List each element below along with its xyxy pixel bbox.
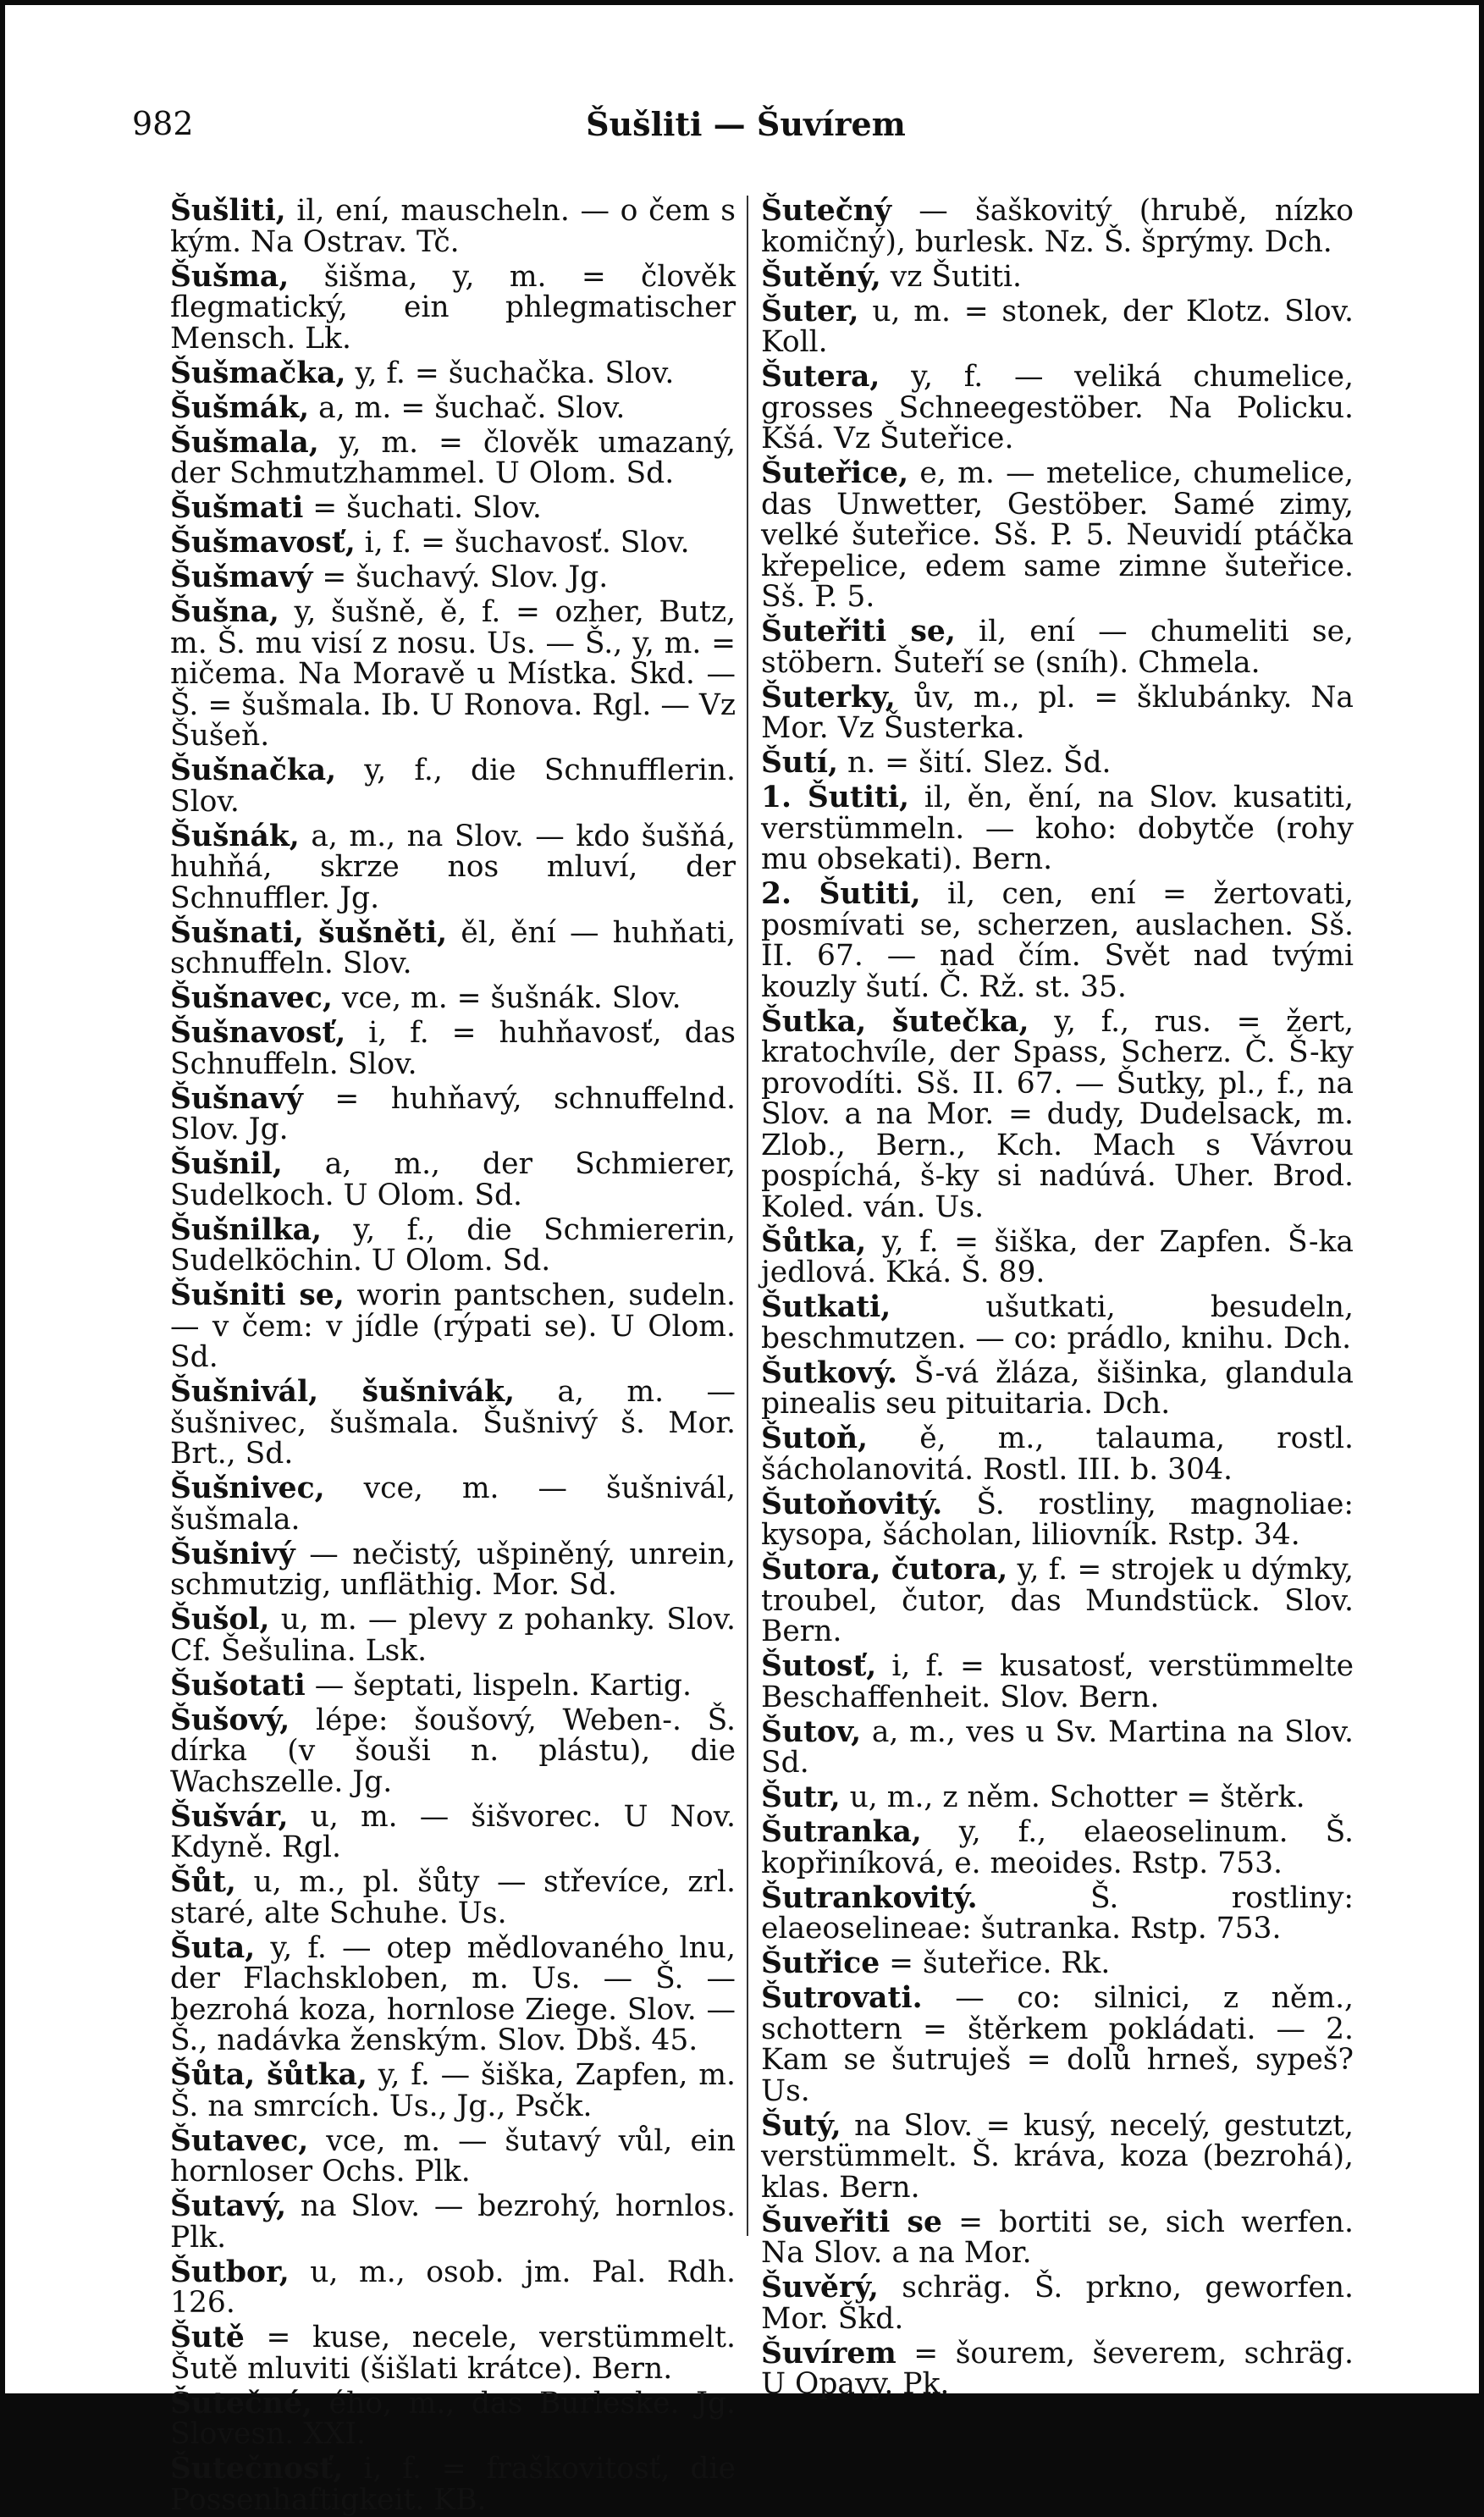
dictionary-entry bbox=[170, 2060, 736, 2122]
headword: Šušna, bbox=[170, 595, 279, 629]
headword: Šutosť, bbox=[761, 1649, 877, 1683]
dictionary-page bbox=[5, 5, 1479, 2517]
dictionary-entry bbox=[170, 1081, 736, 1146]
dictionary-entry bbox=[170, 2257, 736, 2319]
headword: Šušma, bbox=[170, 259, 290, 294]
headword: Šušnák, bbox=[170, 819, 300, 853]
headword: Šušnil, bbox=[170, 1147, 283, 1181]
headword: Šušnati, šušněti, bbox=[170, 915, 448, 950]
dictionary-entry bbox=[170, 2123, 736, 2189]
entry-text: a, m. = šuchač. Slov. bbox=[309, 390, 626, 425]
dictionary-entry bbox=[170, 597, 736, 752]
entry-text: lépe: šoušový, Weben-. Š. dírka (v šouši n. plástu), die Wachszelle. Jg. bbox=[170, 1703, 736, 1799]
dictionary-entry bbox=[170, 821, 736, 914]
entry-text: a, m., der Schmierer, Sudelkoch. U Olom. Sd. bbox=[170, 1147, 736, 1212]
entry-text: y, f. — šiška, Zapfen, m. Š. na smrcích. Us., Jg., Psčk. bbox=[170, 2058, 736, 2123]
dictionary-entry bbox=[170, 1377, 736, 1470]
entry-text: a, m. — šušnivec, šušmala. Šušnivý š. Mor. Brt., Sd. bbox=[170, 1375, 736, 1471]
dictionary-entry bbox=[170, 562, 736, 593]
headword: Šutkový. bbox=[761, 1355, 897, 1390]
headword: Šuteřice, bbox=[761, 456, 909, 490]
right-column bbox=[761, 194, 1354, 2401]
entry-text: y, f., elaeoselinum. Š. kopřiníková, e. meoides. Rstp. 753. bbox=[761, 1815, 1354, 1880]
dictionary-entry bbox=[761, 1651, 1354, 1713]
headword: Šutavý, bbox=[170, 2189, 287, 2223]
entry-text: na Slov. = kusý, necelý, gestutzt, verstümmelt. Š. kráva, koza (bezrohá), klas. Bern. bbox=[761, 2108, 1354, 2205]
entry-text: ěl, ění — huhňati, schnuffeln. Slov. bbox=[170, 915, 736, 980]
headword: Šutbor, bbox=[170, 2255, 290, 2289]
headword: Šušnavý bbox=[170, 1081, 303, 1116]
headword: Šuta, bbox=[170, 1930, 256, 1965]
dictionary-entry bbox=[761, 1355, 1354, 1421]
entry-text: = šuchavý. Slov. Jg. bbox=[312, 560, 609, 594]
entry-text: y, f. — otep mědlovaného lnu, der Flachskloben, m. Us. — Š. — bezrohá koza, hornlose Ziege. Slov. — Š., nadávka ženským. Slov. Dbš. 45. bbox=[170, 1930, 736, 2057]
dictionary-entry bbox=[761, 196, 1354, 257]
entry-text: schräg. Š. prkno, geworfen. Mor. Škd. bbox=[761, 2271, 1354, 2336]
headword: 2. Šutiti, bbox=[761, 877, 921, 911]
dictionary-entry bbox=[761, 1224, 1354, 1289]
headword: Šutečnosť, bbox=[170, 2452, 344, 2486]
headword: Šutěný, bbox=[761, 259, 881, 294]
entry-text: i, f. = šuchavosť. Slov. bbox=[355, 526, 690, 560]
entry-text: a, m., na Slov. — kdo šušňá, huhňá, skrze nos mluví, der Schnuffler. Jg. bbox=[170, 819, 736, 915]
dictionary-entry bbox=[170, 390, 736, 425]
dictionary-entry bbox=[761, 1423, 1354, 1485]
entry-text: = šuteřice. Rk. bbox=[880, 1946, 1111, 1980]
headword: Šutřice bbox=[761, 1946, 880, 1980]
entry-text: u, m., z něm. Schotter = štěrk. bbox=[840, 1780, 1305, 1814]
entry-text: = kuse, necele, verstümmelt. Šutě mluviti (šišlati krátce). Bern. bbox=[170, 2321, 736, 2386]
entry-text: u, m. — šišvorec. U Nov. Kdyně. Rgl. bbox=[170, 1799, 736, 1864]
entry-text: ův, m., pl. = šklubánky. Na Mor. Vz Šusterka. bbox=[761, 680, 1354, 745]
dictionary-entry bbox=[761, 879, 1354, 1002]
dictionary-entry bbox=[761, 1817, 1354, 1879]
dictionary-entry bbox=[170, 1604, 736, 1666]
entry-text: u, m. = stonek, der Klotz. Slov. Koll. bbox=[761, 294, 1354, 359]
column-divider bbox=[747, 196, 748, 2236]
entry-text: il, ení — chumeliti se, stöbern. Šuteří se (sníh). Chmela. bbox=[761, 615, 1354, 680]
headword: Šutora, čutora, bbox=[761, 1553, 1008, 1587]
entry-text: vz Šutiti. bbox=[880, 259, 1022, 294]
headword: Šušnačka, bbox=[170, 753, 337, 787]
dictionary-entry bbox=[761, 682, 1354, 744]
dictionary-entry bbox=[761, 1489, 1354, 1551]
entry-text: e, m. — metelice, chumelice, das Unwetter, Gestöber. Samé zimy, velké šuteřice. Sš. P. 5. Neuvidí ptáčka křepelice, edem same zimne šuteřice. Sš. P. 5. bbox=[761, 456, 1354, 614]
headword: Šutka, šutečka, bbox=[761, 1004, 1029, 1039]
dictionary-entry bbox=[170, 1473, 736, 1535]
headword: Šušmavý bbox=[170, 560, 313, 594]
entry-text: vce, m. — šutavý vůl, ein hornloser Ochs. Plk. bbox=[170, 2123, 736, 2189]
entry-text: u, m., osob. jm. Pal. Rdh. 126. bbox=[170, 2255, 736, 2320]
entry-text: i, f. = huhňavosť, das Schnuffeln. Slov. bbox=[170, 1016, 736, 1081]
entry-text: n. = šití. Slez. Šd. bbox=[838, 746, 1112, 780]
entry-text: y, f., die Schnufflerin. Slov. bbox=[170, 753, 736, 819]
headword: Šutý, bbox=[761, 2108, 841, 2143]
headword: Šuteřiti se, bbox=[761, 615, 956, 649]
dictionary-entry bbox=[170, 1212, 736, 1278]
headword: Šuvěrý, bbox=[761, 2271, 879, 2304]
headword: Šutrovati. bbox=[761, 1981, 923, 2015]
dictionary-entry bbox=[761, 259, 1354, 294]
dictionary-entry bbox=[761, 1880, 1354, 1946]
headword: Šušmačka, bbox=[170, 356, 346, 390]
headword: Šutečné, bbox=[170, 2386, 312, 2420]
headword: Šušmati bbox=[170, 491, 304, 525]
headword: Šutkati, bbox=[761, 1290, 891, 1324]
entry-text: il, cen, ení = žertovati, posmívati se, scherzen, auslachen. Sš. II. 67. — nad čím. Svět nad tvými kouzly šutí. Č. Rž. st. 35. bbox=[761, 877, 1354, 1004]
entry-text: — šeptati, lispeln. Kartig. bbox=[305, 1668, 692, 1703]
headword: Šutí, bbox=[761, 746, 839, 780]
headword: Šušol, bbox=[170, 1603, 270, 1637]
entry-text: Š-vá žláza, šišinka, glandula pinealis seu pituitaria. Dch. bbox=[761, 1355, 1354, 1421]
headword: Šůta, šůtka, bbox=[170, 2058, 367, 2092]
headword: Šušvár, bbox=[170, 1799, 289, 1834]
entry-text: — šaškovitý (hrubě, nízko komičný), burlesk. Nz. Š. šprýmy. Dch. bbox=[761, 194, 1354, 259]
headword: Šutě bbox=[170, 2321, 245, 2354]
entry-text: vce, m. — šušnivál, šušmala. bbox=[170, 1471, 736, 1537]
headword: Šušnivál, šušnivák, bbox=[170, 1375, 516, 1409]
entry-text: šišma, y, m. = člověk flegmatický, ein phlegmatischer Mensch. Lk. bbox=[170, 259, 736, 356]
entry-text: = šuchati. Slov. bbox=[303, 491, 542, 525]
headword: Šušmavosť, bbox=[170, 526, 356, 560]
headword: Šutečný bbox=[761, 194, 892, 228]
dictionary-entry bbox=[761, 1292, 1354, 1354]
left-column bbox=[170, 194, 736, 2517]
dictionary-entry bbox=[170, 1930, 736, 2057]
entry-text: vce, m. = šušnák. Slov. bbox=[332, 981, 681, 1015]
dictionary-entry bbox=[170, 259, 736, 356]
headword: Šušmák, bbox=[170, 390, 310, 425]
entry-text: Š. rostliny, magnoliae: kysopa, šácholan, liliovník. Rstp. 34. bbox=[761, 1487, 1354, 1552]
dictionary-entry bbox=[170, 1149, 736, 1211]
dictionary-entry bbox=[761, 296, 1354, 358]
dictionary-entry bbox=[170, 983, 736, 1014]
headword: Šutoň, bbox=[761, 1421, 869, 1455]
dictionary-entry bbox=[761, 616, 1354, 678]
dictionary-entry bbox=[761, 1004, 1354, 1224]
entry-text: y, šušně, ě, f. = ozher, Butz, m. Š. mu visí z nosu. Us. — Š., y, m. = ničema. Na Moravě u Místka. Skd. — Š. = šušmala. Ib. U Ronova. Rgl. — Vz Šušeň. bbox=[170, 595, 736, 753]
headword: Šůtka, bbox=[761, 1224, 867, 1259]
entry-text: worin pantschen, sudeln. — v čem: v jídle (rýpati se). U Olom. Sd. bbox=[170, 1278, 736, 1374]
dictionary-entry bbox=[170, 425, 736, 490]
dictionary-entry bbox=[170, 1018, 736, 1079]
dictionary-entry bbox=[761, 1948, 1354, 1979]
dictionary-entry bbox=[170, 1705, 736, 1798]
headword: Šutoňovitý. bbox=[761, 1487, 943, 1521]
headword: Šušmala, bbox=[170, 425, 319, 460]
dictionary-entry bbox=[170, 358, 736, 389]
headword: Šutrankovitý. bbox=[761, 1880, 978, 1915]
headword: Šuter, bbox=[761, 294, 859, 328]
dictionary-entry bbox=[170, 2191, 736, 2253]
dictionary-entry bbox=[761, 2108, 1354, 2205]
dictionary-entry bbox=[761, 458, 1354, 613]
dictionary-entry bbox=[170, 527, 736, 559]
dictionary-entry bbox=[170, 2454, 736, 2515]
headword: Šušnivý bbox=[170, 1537, 295, 1571]
dictionary-entry bbox=[170, 1539, 736, 1601]
entry-text: il, ení, mauscheln. — o čem s kým. Na Ostrav. Tč. bbox=[170, 194, 736, 259]
headword: Šuterky, bbox=[761, 680, 896, 715]
dictionary-entry bbox=[761, 748, 1354, 779]
dictionary-entry bbox=[761, 2207, 1354, 2269]
entry-text: ě, m., talauma, rostl. šácholanovitá. Rostl. III. b. 304. bbox=[761, 1421, 1354, 1487]
dictionary-entry bbox=[170, 1280, 736, 1373]
headword: 1. Šutiti, bbox=[761, 781, 909, 814]
dictionary-entry bbox=[170, 2322, 736, 2384]
dictionary-entry bbox=[170, 493, 736, 524]
entry-text: = šourem, ševerem, schräg. U Opavy. Pk. bbox=[761, 2336, 1354, 2401]
entry-text: y, f. = strojek u dýmky, troubel, čutor, das Mundstück. Slov. Bern. bbox=[761, 1553, 1354, 1648]
headword: Šušliti, bbox=[170, 194, 286, 228]
running-head: Šušliti — Šuvírem bbox=[586, 105, 906, 143]
dictionary-entry bbox=[761, 1983, 1354, 2106]
headword: Šušnivec, bbox=[170, 1471, 325, 1505]
dictionary-entry bbox=[761, 1554, 1354, 1648]
headword: Šušnavosť, bbox=[170, 1016, 346, 1050]
entry-text: y, f., die Schmiererin, Sudelköchin. U Olom. Sd. bbox=[170, 1212, 736, 1278]
headword: Šušnavec, bbox=[170, 981, 333, 1015]
headword: Šutr, bbox=[761, 1780, 841, 1814]
headword: Šuvírem bbox=[761, 2336, 896, 2371]
entry-text: u, m., pl. šůty — střevíce, zrl. staré, alte Schuhe. Us. bbox=[170, 1865, 736, 1930]
entry-text: = huhňavý, schnuffelnd. Slov. Jg. bbox=[170, 1081, 736, 1146]
headword: Šutranka, bbox=[761, 1815, 922, 1849]
entry-text: i, f. = kusatosť, verstümmelte Beschaffenheit. Slov. Bern. bbox=[761, 1649, 1354, 1714]
headword: Šůt, bbox=[170, 1865, 236, 1899]
entry-text: i, f. = fraškovitosť, die Possenhaftigkeit. KB. bbox=[170, 2452, 736, 2517]
dictionary-entry bbox=[761, 1714, 1354, 1780]
dictionary-entry bbox=[170, 1867, 736, 1929]
headword: Šuveřiti se bbox=[761, 2205, 942, 2239]
dictionary-entry bbox=[170, 915, 736, 980]
entry-text: — nečistý, ušpiněný, unrein, schmutzig, unfläthig. Mor. Sd. bbox=[170, 1537, 736, 1602]
headword: Šušotati bbox=[170, 1668, 306, 1703]
entry-text: Š. rostliny: elaeoselineae: šutranka. Rstp. 753. bbox=[761, 1880, 1354, 1946]
entry-text: u, m. — plevy z pohanky. Slov. Cf. Šešulina. Lsk. bbox=[170, 1603, 736, 1668]
page-number: 982 bbox=[132, 105, 194, 142]
entry-text: il, ěn, ění, na Slov. kusatiti, verstümmeln. — koho: dobytče (rohy mu obsekati). Bern. bbox=[761, 781, 1354, 876]
headword: Šušniti se, bbox=[170, 1278, 345, 1312]
dictionary-entry bbox=[761, 1782, 1354, 1813]
dictionary-entry bbox=[170, 755, 736, 817]
entry-text: y, f. = šiška, der Zapfen. Š-ka jedlová. Kká. Š. 89. bbox=[761, 1224, 1354, 1289]
page-header bbox=[132, 105, 1360, 156]
entry-text: ého, m., das Burleske. Jg. Slovesn. XXI. bbox=[170, 2386, 736, 2451]
headword: Šutov, bbox=[761, 1714, 862, 1749]
dictionary-entry bbox=[761, 2272, 1354, 2334]
headword: Šušnilka, bbox=[170, 1212, 322, 1247]
entry-text: a, m., ves u Sv. Martina na Slov. Sd. bbox=[761, 1714, 1354, 1780]
headword: Šutera, bbox=[761, 360, 880, 394]
dictionary-entry bbox=[170, 196, 736, 257]
dictionary-entry bbox=[170, 1670, 736, 1702]
dictionary-entry bbox=[761, 2338, 1354, 2400]
entry-text: y, f. — veliká chumelice, grosses Schneegestöber. Na Policku. Kšá. Vz Šuteřice. bbox=[761, 360, 1354, 455]
entry-text: ušutkati, besudeln, beschmutzen. — co: prádlo, knihu. Dch. bbox=[761, 1290, 1354, 1355]
dictionary-entry bbox=[761, 362, 1354, 455]
entry-text: y, f., rus. = žert, kratochvíle, der Spass, Scherz. Č. Š-ky provodíti. Sš. II. 67. — Šutky, pl., f., na Slov. a na Mor. = dudy, Dudelsack, m. Zlob., Bern., Kch. Mach s Vávrou pospíchá, š-ky si nadúvá. Uher. Brod. Koled. ván. Us. bbox=[761, 1004, 1354, 1224]
entry-text: y, m. = člověk umazaný, der Schmutzhammel. U Olom. Sd. bbox=[170, 425, 736, 490]
dictionary-entry bbox=[761, 782, 1354, 875]
entry-text: = bortiti se, sich werfen. Na Slov. a na Mor. bbox=[761, 2205, 1354, 2270]
dictionary-entry bbox=[170, 1799, 736, 1864]
entry-text: — co: silnici, z něm., schottern = štěrkem pokládati. — 2. Kam se šutruješ = dolů hrneš, sypeš? Us. bbox=[761, 1981, 1354, 2108]
headword: Šutavec, bbox=[170, 2123, 309, 2158]
headword: Šušový, bbox=[170, 1703, 290, 1737]
dictionary-entry bbox=[170, 2388, 736, 2450]
entry-text: na Slov. — bezrohý, hornlos. Plk. bbox=[170, 2189, 736, 2255]
entry-text: y, f. = šuchačka. Slov. bbox=[345, 356, 675, 390]
